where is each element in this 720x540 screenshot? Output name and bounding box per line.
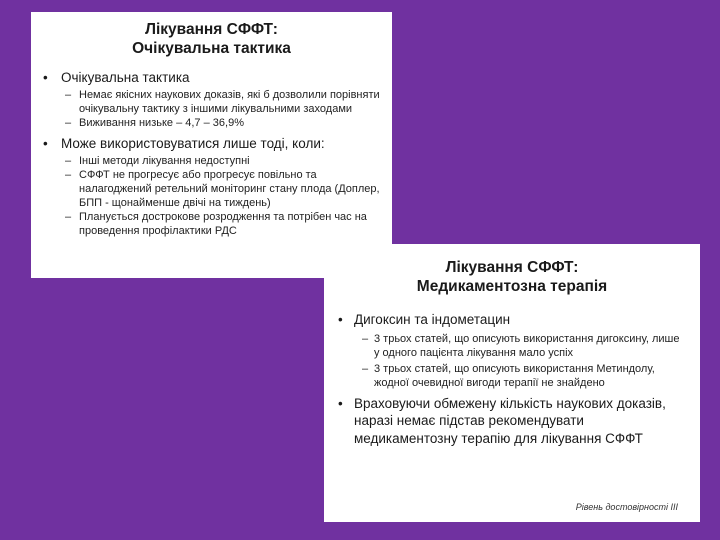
slide1-title-line1: Лікування СФФТ: — [145, 21, 278, 38]
slide1-sub-text: Немає якісних наукових доказів, які б дозволили порівняти очікувальну тактику з іншими лікувальними заходами — [79, 89, 380, 115]
slide1-bullet-text: Може використовуватися лише тоді, коли: — [61, 135, 325, 151]
dash-icon: – — [65, 117, 72, 130]
slide1-title-line2: Очікувальна тактика — [132, 40, 291, 57]
dash-icon: – — [362, 332, 369, 345]
slide1-sub-text: Виживання низьке – 4,7 – 36,9% — [79, 117, 244, 130]
slide1-sub-item — [61, 211, 382, 238]
bullet-dot-icon: • — [43, 70, 48, 85]
slide1-bullet-list — [41, 70, 382, 238]
slide2-title-line2: Медикаментозна терапія — [416, 278, 608, 295]
slide1-sub-text: Інші методи лікування недоступні — [79, 154, 250, 167]
dash-icon: – — [65, 211, 72, 224]
slide-medical-therapy — [324, 244, 700, 522]
slide1-title — [31, 12, 392, 58]
slide1-sub-text: СФФТ не прогресує або прогресує повільно та налагоджений ретельний моніторинг стану плода (Доплер, БПП - щонайменше двічі на тиждень) — [79, 169, 380, 209]
slide2-bullet — [336, 311, 686, 391]
slide1-sub-item — [61, 117, 382, 131]
dash-icon: – — [65, 89, 72, 101]
slide2-sub-text: 3 трьох статей, що описують використання Метиндолу, жодної очевидної вигоди терапії не знайдено — [374, 363, 655, 390]
dash-icon: – — [65, 169, 72, 182]
slide2-bullet-text: Дигоксин та індометацин — [354, 312, 511, 327]
slide2-bullet — [336, 395, 686, 448]
slide1-bullet-text: Очікувальна тактика — [61, 70, 190, 85]
slide-expectant-management — [31, 12, 392, 278]
slide1-sub-item — [61, 89, 382, 116]
evidence-level-note: Рівень достовірності III — [575, 502, 678, 512]
slide2-bullet-text: Враховуючи обмежену кількість наукових доказів, наразі немає підстав рекомендувати медикаментозну терапію для лікування СФФТ — [354, 395, 666, 446]
slide1-sub-list — [61, 89, 382, 131]
slide2-title — [324, 244, 700, 296]
slide2-title-line1: Лікування СФФТ: — [445, 259, 579, 276]
slide1-bullet — [41, 136, 382, 239]
slide2-sub-item — [354, 332, 686, 361]
slide1-sub-list — [61, 155, 382, 239]
slide1-sub-item — [61, 169, 382, 210]
slide2-bullet-list — [336, 311, 686, 447]
bullet-dot-icon: • — [338, 395, 343, 411]
slide1-sub-text: Планується дострокове розродження та потрібен час на проведення профілактики РДС — [79, 211, 367, 237]
dash-icon: – — [362, 363, 369, 376]
slide2-sub-text: 3 трьох статей, що описують використання дигоксину, лише у одного пацієнта лікування мало успіх — [374, 332, 680, 359]
bullet-dot-icon: • — [338, 312, 343, 327]
bullet-dot-icon: • — [43, 135, 48, 151]
slide2-sub-list — [354, 332, 686, 391]
slide1-sub-item — [61, 155, 382, 169]
slide1-bullet — [41, 70, 382, 131]
slide2-sub-item — [354, 362, 686, 391]
dash-icon: – — [65, 154, 72, 167]
